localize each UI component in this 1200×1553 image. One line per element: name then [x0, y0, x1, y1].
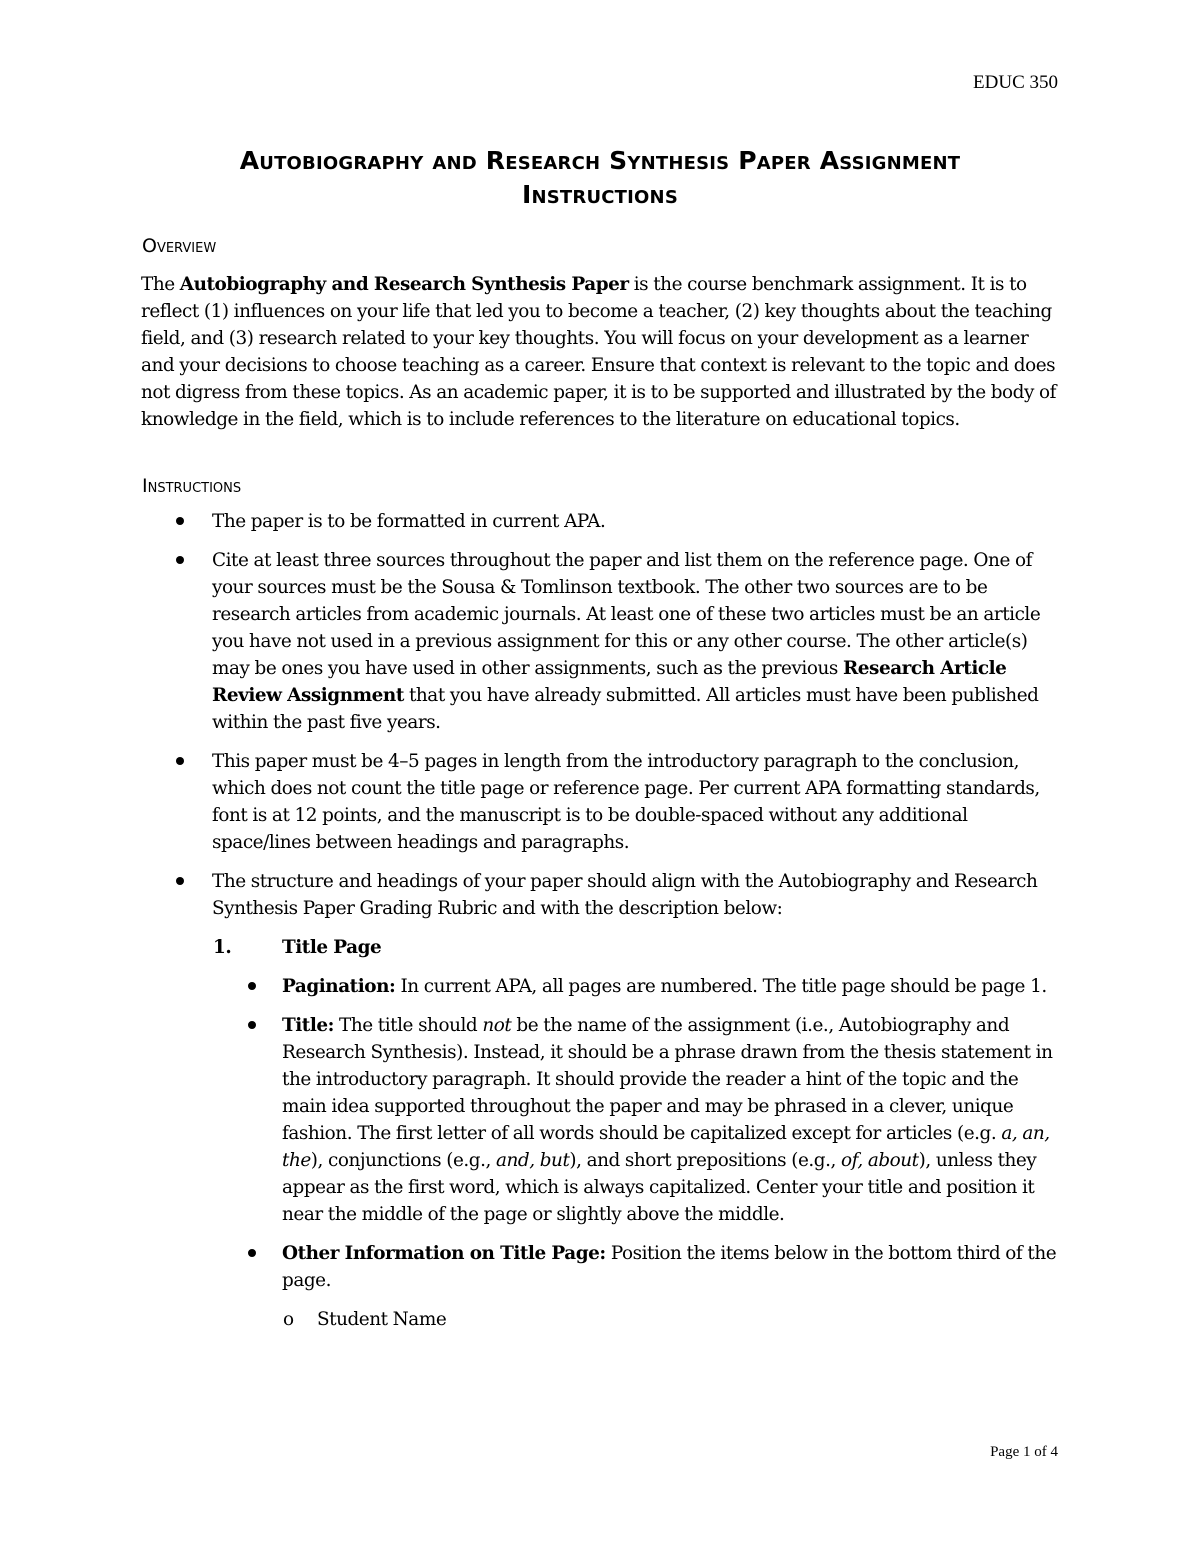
circle-bullet-icon: o	[283, 1309, 294, 1330]
numbered-index: 1.	[213, 937, 232, 958]
list-item	[141, 1012, 1063, 1228]
bullet-text-apa: The paper is to be formatted in current APA.	[212, 511, 606, 532]
title-label: Title:	[282, 1015, 334, 1036]
instructions-heading: Instructions	[142, 475, 242, 497]
bullet-text-sources: Cite at least three sources throughout the paper and list them on the reference page. One of your sources must be the Sousa & Tomlinson textbook. The other two sources are to be research articles from academic journals. At least one of these two articles must be an article you have not used in a previous assignment for this or any other course. The other article(s) may be ones you have used in other assignments, such as the previous	[212, 550, 1041, 679]
document-title	[140, 144, 1060, 212]
list-item	[141, 868, 1063, 922]
course-code: EDUC 350	[973, 72, 1058, 93]
bullet-icon	[176, 757, 184, 765]
title-text-2: be the name of the assignment (i.e., Autobiography and Research Synthesis). Instead, it should be a phrase drawn from the thesis statement in the introductory paragraph. It should provide the reader a hint of the topic and the main idea supported throughout the paper and may be phrased in a clever, unique fashion. The first letter of all words should be capitalized except for articles (e.g.	[282, 1015, 1053, 1144]
title-emphasis-prepositions: of, about	[841, 1150, 919, 1171]
title-text-3: ), conjunctions (e.g.,	[310, 1150, 496, 1171]
bullet-icon	[248, 1249, 256, 1257]
title-text-1: The title should	[333, 1015, 483, 1036]
list-item	[141, 748, 1063, 856]
numbered-item-title-page	[141, 934, 1063, 961]
bullet-icon	[176, 556, 184, 564]
instructions-list	[141, 508, 1063, 1333]
other-info-label: Other Information on Title Page:	[282, 1243, 606, 1264]
numbered-label: Title Page	[282, 937, 382, 958]
title-text-5: ), unless they appear as the first word, which is always capitalized. Center your title and position it near the middle of the page or slightly above the middle.	[282, 1150, 1037, 1225]
list-item	[141, 1306, 1063, 1333]
list-item	[141, 508, 1063, 535]
list-item	[141, 973, 1063, 1000]
other-info-text: Position the items below in the bottom third of the page.	[282, 1243, 1057, 1291]
title-line-1: Autobiography and Research Synthesis Paper Assignment	[239, 146, 961, 175]
bullet-icon	[176, 517, 184, 525]
overview-paragraph	[141, 271, 1061, 433]
pagination-text: In current APA, all pages are numbered. The title page should be page 1.	[395, 976, 1047, 997]
overview-assignment-name: Autobiography and Research Synthesis Paper	[179, 274, 629, 295]
overview-intro: The	[141, 274, 180, 295]
bullet-text-sources-end: that you have already submitted. All articles must have been published within the past five years.	[212, 685, 1039, 733]
title-emphasis-conjunctions: and, but	[496, 1150, 570, 1171]
overview-rest: is the course benchmark assignment. It is to reflect (1) influences on your life that led you to become a teacher, (2) key thoughts about the teaching field, and (3) research related to your key thoughts. You will focus on your development as a learner and your decisions to choose teaching as a career. Ensure that context is relevant to the topic and does not digress from these topics. As an academic paper, it is to be supported and illustrated by the body of knowledge in the field, which is to include references to the literature on educational topics.	[141, 274, 1057, 430]
list-item	[141, 547, 1063, 736]
title-text-4: ), and short prepositions (e.g.,	[569, 1150, 842, 1171]
title-emphasis-articles: a, an, the	[282, 1123, 1050, 1171]
bullet-bold-review: Research Article Review Assignment	[212, 658, 1007, 706]
overview-heading: Overview	[142, 235, 217, 257]
pagination-label: Pagination:	[282, 976, 396, 997]
bullet-icon	[248, 1021, 256, 1029]
page-number: Page 1 of 4	[990, 1444, 1058, 1460]
bullet-text-length: This paper must be 4–5 pages in length from the introductory paragraph to the conclusion, which does not count the title page or reference page. Per current APA formatting standards, font is at 12 points, and the manuscript is to be double-spaced without any additional space/lines between headings and paragraphs.	[212, 751, 1040, 853]
student-name-item: Student Name	[317, 1309, 447, 1330]
title-line-2: Instructions	[521, 180, 678, 209]
bullet-icon	[176, 877, 184, 885]
bullet-text-structure: The structure and headings of your paper should align with the Autobiography and Research Synthesis Paper Grading Rubric and with the description below:	[212, 871, 1038, 919]
bullet-icon	[248, 982, 256, 990]
title-emphasis-not: not	[482, 1015, 512, 1036]
list-item	[141, 1240, 1063, 1294]
